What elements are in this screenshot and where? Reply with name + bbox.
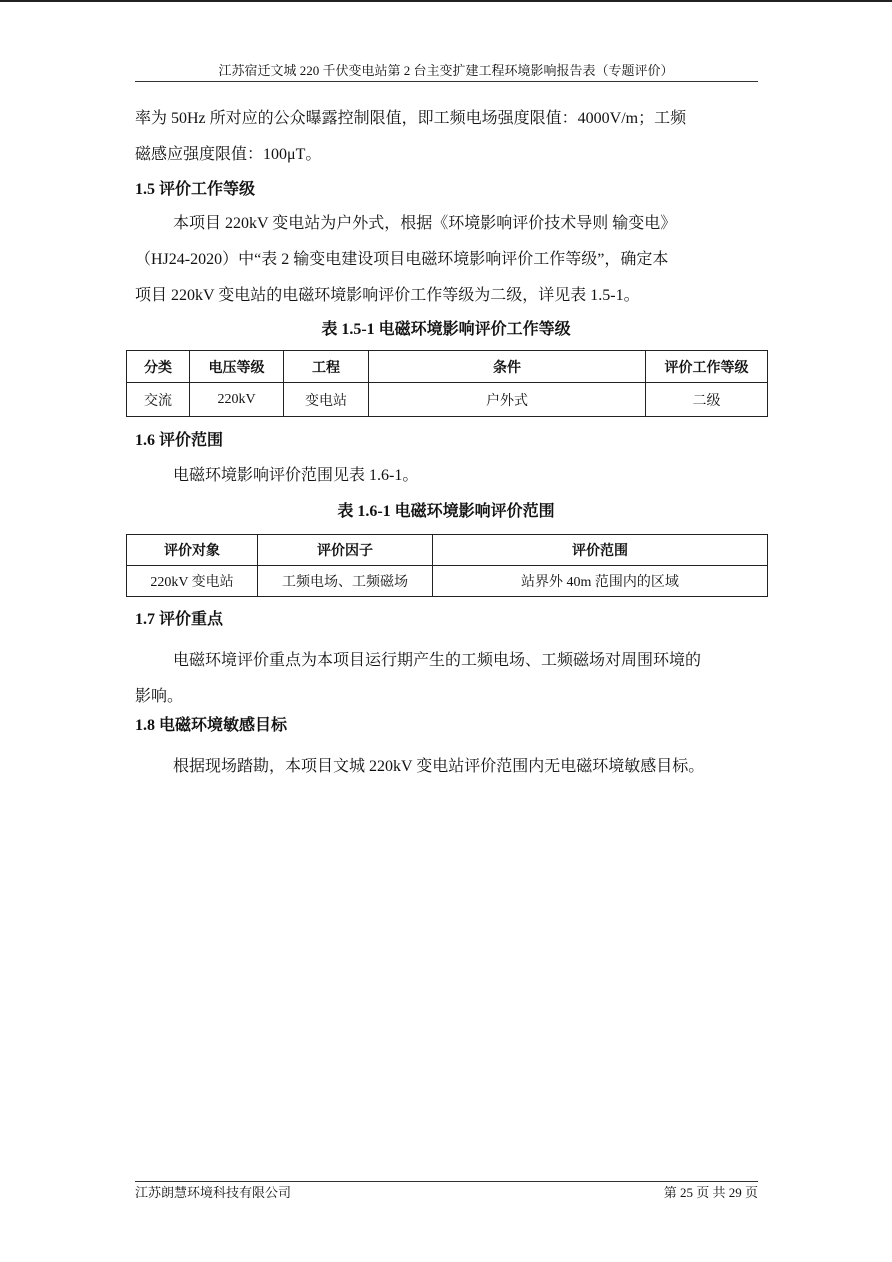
footer-rule — [135, 1181, 758, 1182]
table-header-cell: 工程 — [284, 351, 369, 383]
section-1-5-heading: 1.5 评价工作等级 — [135, 181, 256, 198]
section-1-7-heading: 1.7 评价重点 — [135, 611, 224, 628]
table-header-row — [127, 535, 768, 566]
section-1-6-heading: 1.6 评价范围 — [135, 432, 224, 449]
section-1-8-heading: 1.8 电磁环境敏感目标 — [135, 717, 288, 734]
table-cell: 站界外 40m 范围内的区域 — [433, 566, 768, 597]
table-cell: 交流 — [127, 383, 190, 417]
table-cell: 工频电场、工频磁场 — [258, 566, 433, 597]
table-header-cell: 评价范围 — [433, 535, 768, 566]
table-cell: 户外式 — [369, 383, 646, 417]
section-1-8-paragraph: 根据现场踏勘，本项目文城 220kV 变电站评价范围内无电磁环境敏感目标。 — [173, 758, 705, 775]
running-header: 江苏宿迁文城 220 千伏变电站第 2 台主变扩建工程环境影响报告表（专题评价） — [218, 63, 674, 78]
table-header-cell: 评价工作等级 — [646, 351, 768, 383]
section-1-7-paragraph-line-1: 电磁环境评价重点为本项目运行期产生的工频电场、工频磁场对周围环境的 — [173, 652, 702, 669]
table-1-5-1-caption: 表 1.5-1 电磁环境影响评价工作等级 — [321, 321, 571, 338]
table-header-cell: 评价对象 — [127, 535, 258, 566]
section-1-6-paragraph: 电磁环境影响评价范围见表 1.6-1。 — [173, 467, 419, 484]
table-header-row — [127, 351, 768, 383]
section-1-5-paragraph-line-2: （HJ24-2020）中“表 2 输变电建设项目电磁环境影响评价工作等级”，确定本 — [135, 251, 669, 268]
table-header-cell: 分类 — [127, 351, 190, 383]
header-rule — [135, 81, 758, 82]
table-cell: 220kV 变电站 — [127, 566, 258, 597]
table-row — [127, 383, 768, 417]
page-top-border — [0, 0, 892, 2]
section-1-7-paragraph-line-2: 影响。 — [135, 688, 184, 705]
table-cell: 220kV — [190, 383, 284, 417]
footer-page-number: 第 25 页 共 29 页 — [663, 1185, 758, 1200]
table-row — [127, 566, 768, 597]
intro-paragraph-line-2: 磁感应强度限值：100μT。 — [135, 146, 322, 163]
section-1-5-paragraph-line-1: 本项目 220kV 变电站为户外式，根据《环境影响评价技术导则 输变电》 — [173, 215, 677, 232]
table-1-6-1-caption: 表 1.6-1 电磁环境影响评价范围 — [337, 503, 555, 520]
table-header-cell: 电压等级 — [190, 351, 284, 383]
table-1-5-1 — [126, 350, 768, 417]
table-cell: 变电站 — [284, 383, 369, 417]
table-header-cell: 条件 — [369, 351, 646, 383]
table-header-cell: 评价因子 — [258, 535, 433, 566]
footer-company: 江苏朗慧环境科技有限公司 — [135, 1185, 292, 1200]
intro-paragraph-line-1: 率为 50Hz 所对应的公众曝露控制限值，即工频电场强度限值：4000V/m；工频 — [135, 110, 687, 127]
table-cell: 二级 — [646, 383, 768, 417]
section-1-5-paragraph-line-3: 项目 220kV 变电站的电磁环境影响评价工作等级为二级，详见表 1.5-1。 — [135, 287, 640, 304]
table-1-6-1 — [126, 534, 768, 597]
